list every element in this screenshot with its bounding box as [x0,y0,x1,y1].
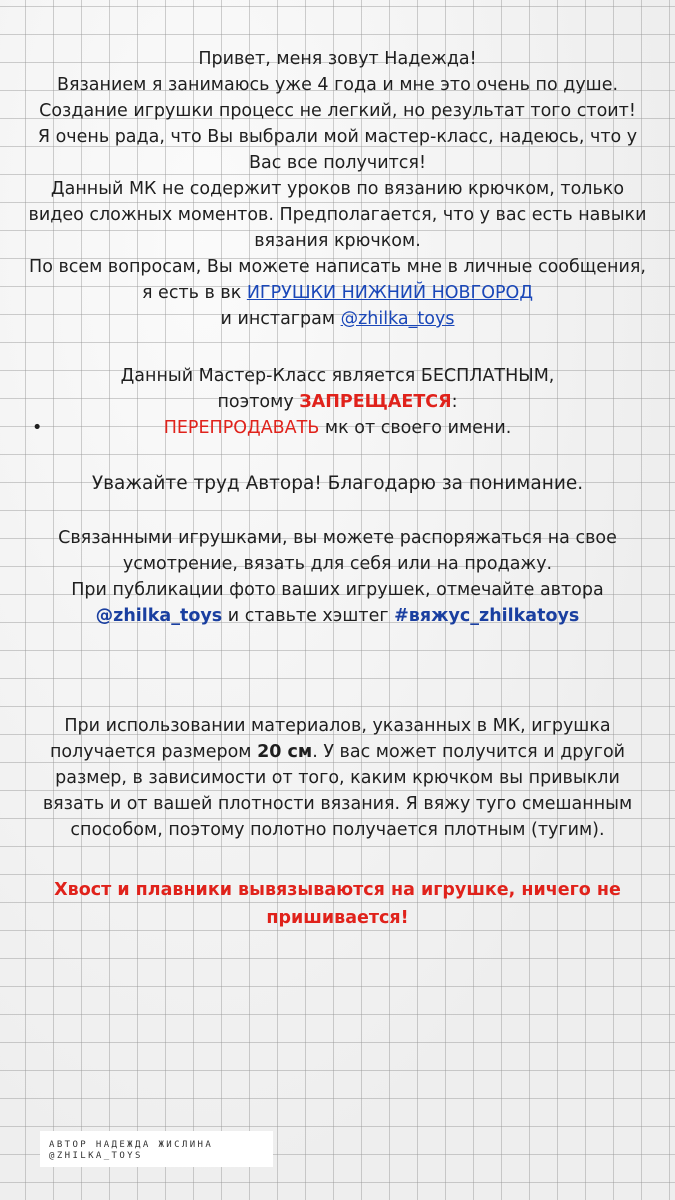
intro-block [20,46,655,332]
greeting: Привет, меня зовут Надежда! [198,49,477,69]
usage-block [20,525,655,629]
forbidden-word: ЗАПРЕЩАЕТСЯ [299,392,452,412]
free-line-2 [20,389,655,415]
intro-line-3: Создание игрушки процесс не легкий, но результат того стоит! [39,101,636,121]
warning-block [20,876,655,932]
size-value: 20 см [257,742,313,762]
intro-line-4: Я очень рада, что Вы выбрали мой мастер-класс, надеюсь, что у [37,127,638,147]
vk-line [20,280,655,306]
resell-line [20,415,655,441]
vk-link[interactable]: ИГРУШКИ НИЖНИЙ НОВГОРОД [246,283,534,303]
author-name: АВТОР НАДЕЖДА ЖИСЛИНА [49,1140,214,1150]
size-line-4: вязать и от вашей плотности вязания. Я вяжу туго смешанным [42,794,633,814]
intro-line-6: Данный МК не содержит уроков по вязанию крючком, только [50,179,625,199]
insta-link[interactable]: @zhilka_toys [340,309,455,329]
usage-tag-middle: и ставьте хэштег [222,606,395,626]
size-line-3: размер, в зависимости от того, каким крючком вы привыкли [55,768,620,788]
size-line-1: При использовании материалов, указанных в МК, игрушка [64,716,611,736]
resell-suffix: мк от своего имени. [319,418,512,438]
size-block [20,713,655,843]
usage-line-4 [20,603,655,629]
bullet: • [32,418,43,438]
resell-row [20,415,655,441]
free-block [20,363,655,415]
free-line-1: Данный Мастер-Класс является БЕСПЛАТНЫМ, [120,366,555,386]
free-prefix: поэтому [217,392,300,412]
intro-line-9: По всем вопросам, Вы можете написать мне в личные сообщения, [29,257,646,277]
intro-line-2: Вязанием я занимаюсь уже 4 года и мне это очень по душе. [56,75,619,95]
thanks-block [20,470,655,498]
size-line-2 [20,739,655,765]
usage-line-2: усмотрение, вязать для себя или на продажу. [122,554,553,574]
author-label [40,1131,273,1167]
intro-line-8: вязания крючком. [254,231,421,251]
usage-line-3: При публикации фото ваших игрушек, отмечайте автора [71,580,604,600]
resell-word: ПЕРЕПРОДАВАТЬ [163,418,320,438]
intro-line-7: видео сложных моментов. Предполагается, что у вас есть навыки [28,205,647,225]
intro-line-5: Вас все получится! [249,153,426,173]
warning-line-1: Хвост и плавники вывязываются на игрушке, ничего не [54,880,621,900]
hashtag: #вяжус_zhilkatoys [394,606,580,626]
usage-line-1: Связанными игрушками, вы можете распоряжаться на свое [58,528,617,548]
author-handle: @zhilka_toys [95,606,223,626]
free-colon: : [451,392,458,412]
insta-line [20,306,655,332]
vk-prefix: я есть в вк [141,283,247,303]
size-suffix: . У вас может получится и другой [312,742,626,762]
size-prefix: получается размером [49,742,258,762]
insta-prefix: и инстаграм [220,309,341,329]
footer-handle: @ZHILKA_TOYS [49,1151,143,1161]
warning-line-2: пришивается! [266,908,409,928]
thanks-text: Уважайте труд Автора! Благодарю за понимание. [91,473,584,494]
size-line-5: способом, поэтому полотно получается плотным (тугим). [70,820,605,840]
